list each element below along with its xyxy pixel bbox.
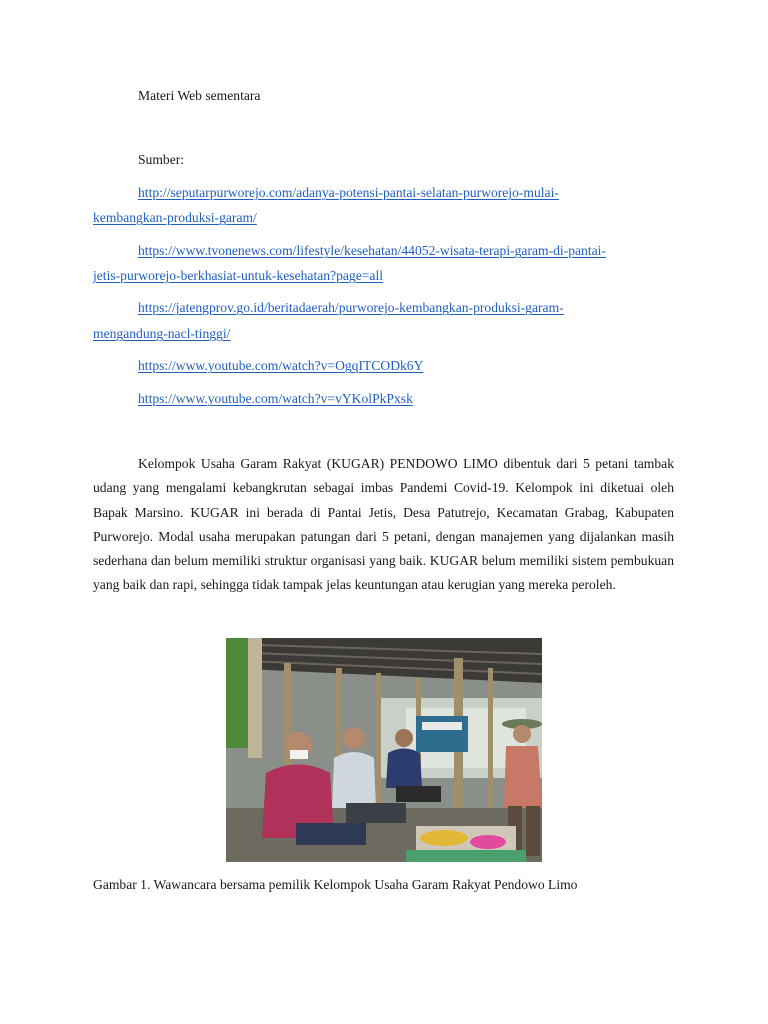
source-link-4[interactable] — [138, 358, 423, 374]
source-link-4-text[interactable]: https://www.youtube.com/watch?v=OgqITCODk6Y — [138, 358, 424, 373]
source-link-5[interactable] — [138, 391, 413, 407]
interview-photo — [226, 638, 542, 862]
source-link-2-text-cont[interactable]: jetis-purworejo-berkhasiat-untuk-kesehatan?page=all — [93, 268, 383, 283]
source-link-1-text-cont[interactable]: kembangkan-produksi-garam/ — [93, 210, 257, 225]
source-link-2-line1[interactable] — [138, 243, 606, 259]
source-link-3-line1[interactable] — [138, 300, 564, 316]
sources-label: Sumber: — [138, 152, 185, 167]
source-link-3-line2[interactable] — [93, 326, 230, 342]
figure-caption: Gambar 1. Wawancara bersama pemilik Kelompok Usaha Garam Rakyat Pendowo Limo — [93, 877, 578, 892]
body-paragraph-text: Kelompok Usaha Garam Rakyat (KUGAR) PENDOWO LIMO dibentuk dari 5 petani tambak udang yang mengalami kebangkrutan sebagai imbas Pandemi Covid-19. Kelompok ini diketuai oleh Bapak Marsino. KUGAR ini berada di Pantai Jetis, Desa Patutrejo, Kecamatan Grabag, Kabupaten Purworejo. Modal usaha merupakan patungan dari 5 petani, dengan manajemen yang dijalankan masih sederhana dan belum memiliki struktur organisasi yang baik. KUGAR belum memiliki sistem pembukuan yang baik dan rapi, sehingga tidak tampak jelas keuntungan atau kerugian yang mereka peroleh. — [93, 456, 674, 593]
source-link-2-line2[interactable] — [93, 268, 383, 284]
source-link-1-line1[interactable] — [138, 185, 559, 201]
source-link-2-text[interactable]: https://www.tvonenews.com/lifestyle/kesehatan/44052-wisata-terapi-garam-di-pantai- — [138, 243, 606, 258]
source-link-5-text[interactable]: https://www.youtube.com/watch?v=vYKolPkPxsk — [138, 391, 413, 406]
source-link-3-text[interactable]: https://jatengprov.go.id/beritadaerah/purworejo-kembangkan-produksi-garam- — [138, 300, 564, 315]
source-link-1-line2[interactable] — [93, 210, 257, 226]
source-link-3-text-cont[interactable]: mengandung-nacl-tinggi/ — [93, 326, 231, 341]
body-paragraph — [93, 452, 674, 598]
document-heading: Materi Web sementara — [138, 88, 261, 103]
source-link-1-text[interactable]: http://seputarpurworejo.com/adanya-potensi-pantai-selatan-purworejo-mulai- — [138, 185, 559, 200]
